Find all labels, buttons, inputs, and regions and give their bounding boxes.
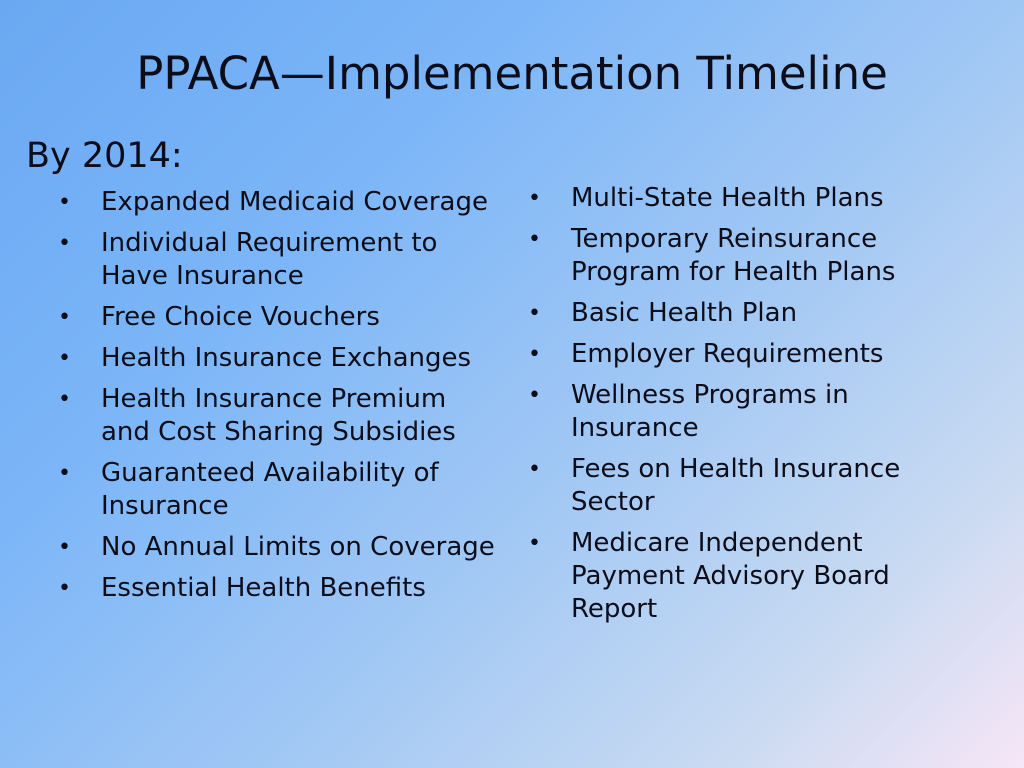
list-item [58,227,498,293]
bullet-icon: • [528,531,541,556]
list-item [58,531,498,564]
list-item-text: Temporary Reinsurance Program for Health Plans [571,224,896,287]
bullet-icon: • [58,387,71,412]
list-item-text: Employer Requirements [571,339,884,369]
bullet-icon: • [528,186,541,211]
list-item-text: Fees on Health Insurance Sector [571,454,901,517]
list-item [528,379,968,445]
list-item-text: Guaranteed Availability of Insurance [101,458,439,521]
list-item [58,186,498,219]
right-bullet-list [528,182,968,634]
list-item-text: Expanded Medicaid Coverage [101,187,488,217]
list-item [58,301,498,334]
list-item [58,572,498,605]
list-item-text: Essential Health Benefits [101,573,426,603]
bullet-icon: • [58,305,71,330]
list-item-text: Medicare Independent Payment Advisory Board Report [571,528,890,624]
left-bullet-list [58,186,498,613]
bullet-icon: • [58,461,71,486]
list-item-text: Basic Health Plan [571,298,798,328]
bullet-icon: • [528,457,541,482]
list-item-text: No Annual Limits on Coverage [101,532,495,562]
list-item [528,453,968,519]
list-item-text: Wellness Programs in Insurance [571,380,849,443]
bullet-icon: • [528,301,541,326]
slide-subtitle: By 2014: [26,136,183,176]
bullet-icon: • [58,190,71,215]
list-item [528,223,968,289]
bullet-icon: • [58,576,71,601]
list-item [528,182,968,215]
list-item [528,527,968,626]
list-item [58,457,498,523]
list-item [58,383,498,449]
list-item-text: Multi-State Health Plans [571,183,884,213]
slide-title: PPACA—Implementation Timeline [136,47,888,100]
list-item-text: Individual Requirement to Have Insurance [101,228,438,291]
list-item-text: Health Insurance Premium and Cost Sharing Subsidies [101,384,456,447]
bullet-icon: • [58,535,71,560]
list-item [528,297,968,330]
list-item [58,342,498,375]
list-item-text: Free Choice Vouchers [101,302,380,332]
list-item [528,338,968,371]
bullet-icon: • [528,227,541,252]
bullet-icon: • [528,342,541,367]
bullet-icon: • [528,383,541,408]
list-item-text: Health Insurance Exchanges [101,343,472,373]
bullet-icon: • [58,231,71,256]
bullet-icon: • [58,346,71,371]
